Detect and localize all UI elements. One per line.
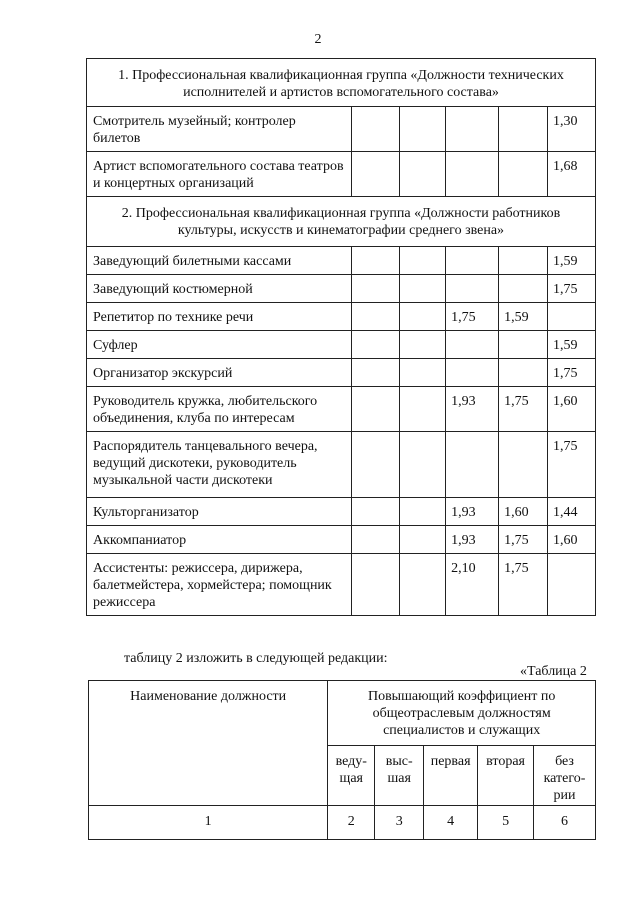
coefficient-cell [400, 331, 446, 359]
coefficient-cell: 1,93 [446, 526, 499, 554]
position-name: Аккомпаниатор [87, 526, 352, 554]
coefficient-cell [499, 247, 548, 275]
coefficient-cell: 1,75 [499, 387, 548, 432]
table-row [87, 275, 596, 303]
coefficient-cell: 1,93 [446, 387, 499, 432]
column-number: 6 [534, 806, 596, 840]
coefficient-cell [400, 498, 446, 526]
table-row [87, 526, 596, 554]
coefficient-cell: 1,60 [548, 526, 596, 554]
table2-label: «Таблица 2 [520, 664, 587, 679]
table-row [87, 387, 596, 432]
table-row [87, 107, 596, 152]
coefficient-cell: 1,75 [499, 554, 548, 616]
coefficient-cell [400, 275, 446, 303]
coefficient-cell [499, 152, 548, 197]
coefficient-cell [352, 387, 400, 432]
coefficient-cell: 1,75 [548, 432, 596, 498]
table-row [87, 359, 596, 387]
category-header: без катего-рии [534, 746, 596, 806]
coefficient-cell [499, 432, 548, 498]
coefficient-cell: 1,60 [499, 498, 548, 526]
coefficient-cell [352, 247, 400, 275]
coefficient-cell: 1,75 [446, 303, 499, 331]
coefficient-cell: 1,75 [548, 359, 596, 387]
coefficient-cell: 1,59 [499, 303, 548, 331]
coefficient-cell [400, 432, 446, 498]
coefficient-cell [548, 303, 596, 331]
position-name: Ассистенты: режиссера, дирижера, балетмейстера, хормейстера; помощник режиссера [87, 554, 352, 616]
position-name: Заведующий билетными кассами [87, 247, 352, 275]
coefficient-cell [352, 107, 400, 152]
coefficient-cell [446, 107, 499, 152]
coefficient-cell [446, 331, 499, 359]
coefficients-table-continued [86, 58, 596, 616]
coefficient-cell [352, 359, 400, 387]
group-header: 1. Профессиональная квалификационная группа «Должности технических исполнителей и артистов вспомогательного состава» [87, 59, 596, 107]
coefficient-cell [446, 359, 499, 387]
coefficient-cell [499, 331, 548, 359]
table-row [87, 247, 596, 275]
table-row [87, 432, 596, 498]
coefficient-cell: 1,59 [548, 247, 596, 275]
coefficient-cell [446, 152, 499, 197]
coefficient-cell [352, 152, 400, 197]
position-name: Культорганизатор [87, 498, 352, 526]
coefficient-cell [400, 526, 446, 554]
coefficient-cell [446, 247, 499, 275]
coefficient-cell: 2,10 [446, 554, 499, 616]
coefficient-cell [548, 554, 596, 616]
coefficient-cell [400, 247, 446, 275]
coefficient-cell: 1,59 [548, 331, 596, 359]
table-row [87, 554, 596, 616]
coefficient-header: Повышающий коэффициент по общеотраслевым должностям специалистов и служащих [328, 681, 596, 746]
coefficient-cell [499, 107, 548, 152]
column-number: 1 [89, 806, 328, 840]
coefficient-cell [400, 107, 446, 152]
page-number: 2 [314, 32, 322, 47]
coefficient-cell: 1,30 [548, 107, 596, 152]
coefficient-cell [446, 432, 499, 498]
table-row [87, 498, 596, 526]
coefficient-cell [352, 331, 400, 359]
coefficient-cell [352, 275, 400, 303]
table-row [87, 303, 596, 331]
position-name: Распорядитель танцевального вечера, ведущий дискотеки, руководитель музыкальной части дискотеки [87, 432, 352, 498]
position-name: Артист вспомогательного состава театров и концертных организаций [87, 152, 352, 197]
column-number: 5 [478, 806, 534, 840]
position-name: Репетитор по технике речи [87, 303, 352, 331]
coefficient-cell [400, 554, 446, 616]
coefficient-cell [352, 554, 400, 616]
table-row [87, 152, 596, 197]
position-name-header: Наименование должности [89, 681, 328, 806]
table-2-header [88, 680, 596, 840]
category-header: вторая [478, 746, 534, 806]
coefficient-cell: 1,75 [499, 526, 548, 554]
category-header: первая [424, 746, 478, 806]
coefficient-cell [400, 387, 446, 432]
column-number: 3 [375, 806, 424, 840]
coefficient-cell: 1,93 [446, 498, 499, 526]
coefficient-cell [352, 526, 400, 554]
column-number: 4 [424, 806, 478, 840]
coefficient-cell [400, 303, 446, 331]
coefficient-cell [499, 275, 548, 303]
coefficient-cell [400, 359, 446, 387]
coefficient-cell [352, 303, 400, 331]
coefficient-cell [352, 432, 400, 498]
coefficient-cell [352, 498, 400, 526]
category-header: веду-щая [328, 746, 375, 806]
coefficient-cell: 1,60 [548, 387, 596, 432]
position-name: Организатор экскурсий [87, 359, 352, 387]
coefficient-cell [446, 275, 499, 303]
column-number: 2 [328, 806, 375, 840]
position-name: Суфлер [87, 331, 352, 359]
category-header: выс-шая [375, 746, 424, 806]
instruction-text: таблицу 2 изложить в следующей редакции: [124, 651, 388, 666]
group-header: 2. Профессиональная квалификационная группа «Должности работников культуры, искусств и кинематографии среднего звена» [87, 197, 596, 247]
coefficient-cell [400, 152, 446, 197]
coefficient-cell: 1,75 [548, 275, 596, 303]
position-name: Руководитель кружка, любительского объединения, клуба по интересам [87, 387, 352, 432]
coefficient-cell [499, 359, 548, 387]
table-row [87, 331, 596, 359]
coefficient-cell: 1,44 [548, 498, 596, 526]
position-name: Заведующий костюмерной [87, 275, 352, 303]
coefficient-cell: 1,68 [548, 152, 596, 197]
position-name: Смотритель музейный; контролер билетов [87, 107, 352, 152]
